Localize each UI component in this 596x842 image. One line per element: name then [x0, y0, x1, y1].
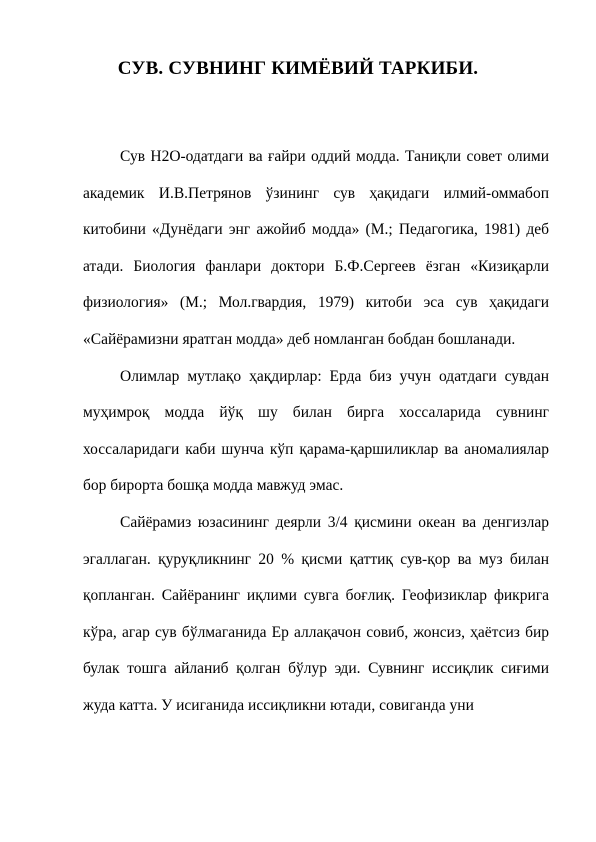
document-body [83, 139, 549, 725]
paragraph-1: Сув Н2О-одатдаги ва ғайри оддий модда. Таниқли совет олими академик И.В.Петрянов ўзининг сув ҳақидаги илмий-оммабоп китобини «Дунёдаги энг ажойиб модда» (М.; Педагогика, 1981) деб атади. Биология фанлари доктори Б.Ф.Сергеев ёзган «Кизиқарли физиология» (М.; Мол.гвардия, 1979) китоби эса сув ҳақидаги «Сайёрамизни яратган модда» деб номланган бобдан бошланади. [83, 148, 549, 348]
document-title: СУВ. СУВНИНГ КИМЁВИЙ ТАРКИБИ. [117, 58, 479, 79]
paragraph-2: Олимлар мутлақо ҳақдирлар: Ерда биз учун одатдаги сувдан муҳимроқ модда йўқ шу билан бирга хоссаларида сувнинг хоссаларидаги каби шунча кўп қарама-қаршиликлар ва аномалиялар бор бирорта бошқа модда мавжуд эмас. [83, 367, 549, 495]
paragraph-3: Сайёрамиз юзасининг деярли 3/4 қисмини океан ва денгизлар эгаллаган. қуруқликнинг 20 % қисми қаттиқ сув-қор ва муз билан қопланган. Сайёранинг иқлими сувга боғлиқ. Геофизиклар фикрига кўра, агар сув бўлмаганида Ер аллақачон совиб, жонсиз, ҳаётсиз бир булак тошга айланиб қолган бўлур эди. Сувнинг иссиқлик сиғими жуда катта. У исиганида иссиқликни ютади, совиганда уни [83, 513, 549, 714]
